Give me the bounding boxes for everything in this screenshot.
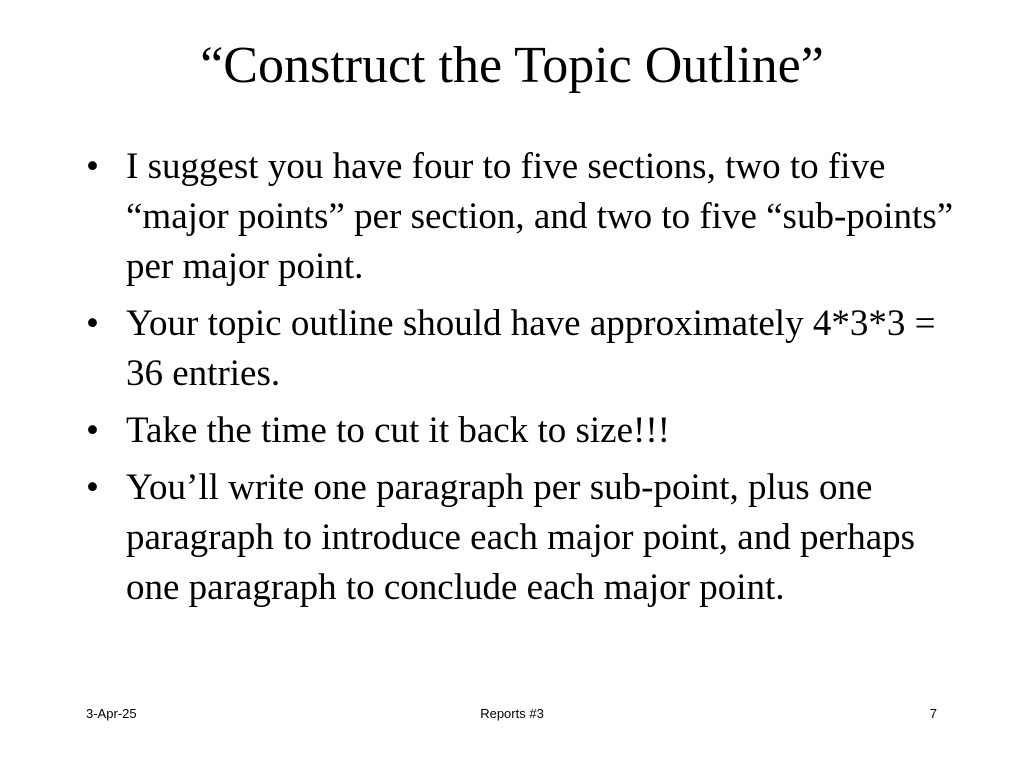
bullet-icon: • xyxy=(86,467,99,508)
bullet-text: Take the time to cut it back to size!!! xyxy=(126,410,670,451)
bullet-list xyxy=(86,142,966,620)
slide-title: “Construct the Topic Outline” xyxy=(200,37,824,94)
bullet-icon: • xyxy=(86,146,99,187)
bullet-item xyxy=(86,142,966,292)
bullet-text: You’ll write one paragraph per sub-point, plus one paragraph to introduce each major point, and perhaps one paragraph to conclude each major point. xyxy=(126,467,916,608)
bullet-item xyxy=(86,406,966,456)
bullet-text: I suggest you have four to five sections, two to five “major points” per section, and two to five “sub-points” per major point. xyxy=(126,146,954,287)
bullet-text: Your topic outline should have approximately 4*3*3 = 36 entries. xyxy=(126,303,936,394)
page-number: 7 xyxy=(929,706,937,721)
footer-title: Reports #3 xyxy=(480,706,544,721)
bullet-icon: • xyxy=(86,303,99,344)
bullet-item xyxy=(86,463,966,613)
bullet-item xyxy=(86,299,966,399)
footer-date: 3-Apr-25 xyxy=(86,706,137,721)
bullet-icon: • xyxy=(86,410,99,451)
